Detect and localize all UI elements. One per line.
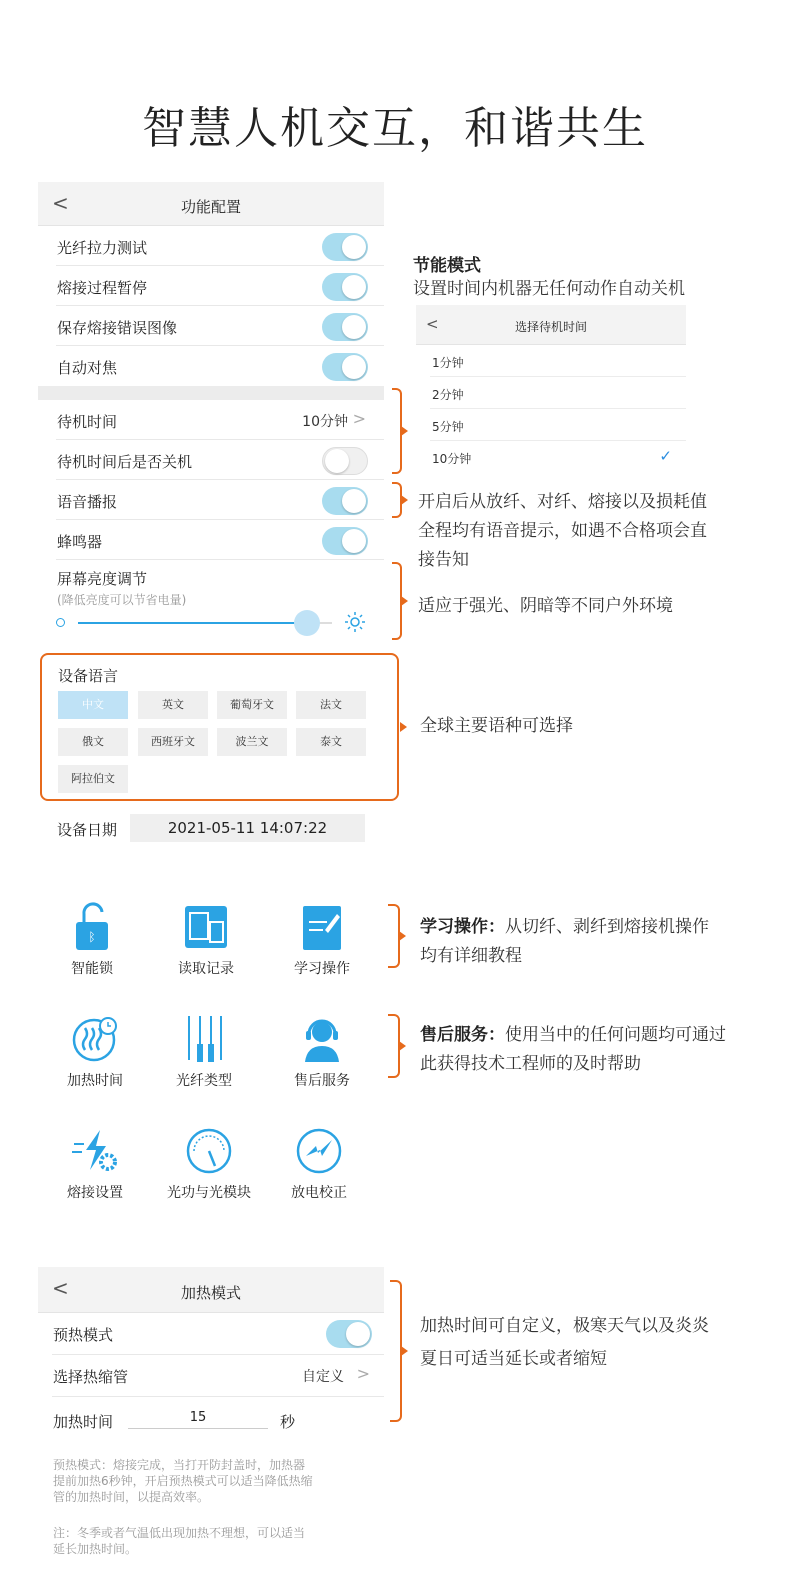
row-label: 光纤拉力测试	[57, 239, 148, 257]
tile-label: 光纤类型	[176, 1073, 232, 1089]
bracket-standby	[392, 388, 402, 474]
svg-text:ᛒ: ᛒ	[88, 930, 96, 944]
row-label: 熔接过程暂停	[57, 279, 148, 297]
language-option-french[interactable]: 法文	[296, 691, 366, 719]
smart-lock-tile[interactable]	[37, 902, 147, 978]
row-save-error-image	[56, 306, 384, 346]
row-heat-time	[52, 1397, 384, 1439]
toggle-switch[interactable]	[326, 1320, 372, 1348]
section-divider	[38, 386, 384, 400]
brightness-slider-fill	[78, 622, 307, 624]
energy-mode-description: 设置时间内机器无任何动作自动关机	[413, 279, 685, 299]
tile-label: 学习操作	[294, 961, 350, 977]
heat-time-input[interactable]: 15	[128, 1407, 268, 1429]
toggle-switch[interactable]	[322, 353, 368, 381]
tile-label: 智能锁	[71, 961, 113, 977]
heat-time-unit: 秒	[280, 1413, 296, 1431]
checkmark-icon: ✓	[659, 447, 672, 465]
language-option-arabic[interactable]: 阿拉伯文	[58, 765, 128, 793]
tile-label: 光功与光模块	[167, 1185, 251, 1201]
learn-icon	[297, 902, 347, 952]
picker-navbar	[416, 305, 686, 345]
bracket-learn	[388, 904, 400, 968]
tile-label: 售后服务	[294, 1073, 350, 1089]
bracket-service	[388, 1014, 400, 1078]
heating-navbar	[38, 1267, 384, 1313]
row-standby-time[interactable]	[56, 400, 384, 440]
annotation-learn: 学习操作：从切纤、剥纤到熔接机操作 均有详细教程	[420, 917, 709, 966]
arrow-language	[400, 722, 407, 732]
settings-panel	[38, 182, 384, 638]
brightness-slider-handle[interactable]	[294, 610, 320, 636]
annotation-heating: 加热时间可自定义，极寒天气以及炎炎 夏日可适当延长或者缩短	[420, 1316, 709, 1369]
winter-note: 注：冬季或者气温低出现加热不理想，可以适当 延长加热时间。	[53, 1526, 306, 1556]
device-language-section	[40, 653, 399, 801]
row-standby-shutdown	[56, 440, 384, 480]
standby-option[interactable]	[430, 377, 686, 409]
settings-title: 功能配置	[180, 198, 241, 216]
option-label: 1分钟	[432, 356, 464, 370]
row-fiber-tension-test	[56, 226, 384, 266]
row-label: 待机时间	[57, 413, 118, 431]
heat-time-tile[interactable]	[40, 1014, 150, 1090]
row-label: 选择热缩管	[53, 1368, 129, 1386]
bracket-voice	[392, 482, 402, 518]
records-icon	[181, 902, 231, 952]
fiber-type-icon	[179, 1014, 229, 1064]
language-option-thai[interactable]: 泰文	[296, 728, 366, 756]
back-icon[interactable]: <	[426, 315, 439, 333]
arc-calibration-tile[interactable]	[264, 1126, 374, 1202]
row-label: 屏幕亮度调节	[57, 570, 148, 588]
annotation-language: 全球主要语种可选择	[420, 716, 573, 736]
language-option-spanish[interactable]: 西班牙文	[138, 728, 208, 756]
row-brightness	[56, 560, 384, 638]
energy-mode-heading: 节能模式	[413, 256, 481, 276]
language-option-chinese[interactable]: 中文	[58, 691, 128, 719]
back-icon[interactable]: <	[52, 191, 69, 215]
row-voice-broadcast	[56, 480, 384, 520]
power-meter-tile[interactable]	[154, 1126, 264, 1202]
learn-tile[interactable]	[267, 902, 377, 978]
annotation-service: 售后服务：使用当中的任何问题均可通过 此获得技术工程师的及时帮助	[420, 1025, 726, 1074]
toggle-switch[interactable]	[322, 233, 368, 261]
row-label: 加热时间	[53, 1413, 114, 1431]
row-buzzer	[56, 520, 384, 560]
page-headline: 智慧人机交互，和谐共生	[142, 103, 648, 154]
dim-icon	[56, 618, 65, 627]
tile-label: 放电校正	[291, 1185, 347, 1201]
row-label: 自动对焦	[57, 359, 118, 377]
row-heat-shrink-tube[interactable]	[52, 1355, 384, 1397]
picker-title: 选择待机时间	[514, 320, 587, 334]
lock-icon	[70, 902, 114, 952]
standby-option[interactable]	[430, 409, 686, 441]
power-meter-icon	[184, 1126, 234, 1176]
row-label: 预热模式	[53, 1326, 114, 1344]
arc-calibration-icon	[294, 1126, 344, 1176]
tile-label: 熔接设置	[67, 1185, 123, 1201]
tile-label: 读取记录	[178, 961, 234, 977]
row-label: 保存熔接错误图像	[57, 319, 178, 337]
language-option-portuguese[interactable]: 葡萄牙文	[217, 691, 287, 719]
row-label: 蜂鸣器	[57, 533, 103, 551]
preheat-note: 预热模式：熔接完成，当打开防封盖时，加热器 提前加热6秒钟，开启预热模式可以适当降低热缩 管的加热时间，以提高效率。	[53, 1458, 313, 1504]
settings-navbar	[38, 182, 384, 226]
language-option-polish[interactable]: 波兰文	[217, 728, 287, 756]
heating-panel	[38, 1267, 384, 1439]
sun-icon	[344, 611, 366, 633]
splice-settings-tile[interactable]	[40, 1126, 150, 1202]
service-icon	[297, 1014, 347, 1064]
bracket-heating	[390, 1280, 402, 1422]
toggle-switch[interactable]	[322, 487, 368, 515]
toggle-switch[interactable]	[322, 313, 368, 341]
device-date-label: 设备日期	[57, 821, 118, 839]
row-splice-pause	[56, 266, 384, 306]
standby-option-selected[interactable]	[430, 441, 686, 473]
option-label: 10分钟	[432, 452, 472, 466]
toggle-switch[interactable]	[322, 447, 368, 475]
splice-settings-icon	[70, 1126, 120, 1176]
after-sales-tile[interactable]	[267, 1014, 377, 1090]
toggle-switch[interactable]	[322, 527, 368, 555]
annotation-brightness: 适应于强光、阴暗等不同户外环境	[418, 596, 673, 616]
heat-time-icon	[70, 1014, 120, 1064]
row-preheat-mode	[52, 1313, 384, 1355]
option-label: 2分钟	[432, 388, 464, 402]
tube-value: 自定义	[302, 1369, 344, 1385]
language-option-russian[interactable]: 俄文	[58, 728, 128, 756]
heating-title: 加热模式	[180, 1284, 241, 1302]
standby-option[interactable]	[430, 345, 686, 377]
language-option-english[interactable]: 英文	[138, 691, 208, 719]
option-label: 5分钟	[432, 420, 464, 434]
chevron-right-icon: >	[352, 409, 366, 428]
toggle-switch[interactable]	[322, 273, 368, 301]
row-label: 待机时间后是否关机	[57, 453, 193, 471]
standby-time-picker	[416, 305, 686, 473]
standby-value: 10分钟	[302, 414, 348, 430]
row-autofocus	[56, 346, 384, 386]
brightness-slider-track[interactable]	[78, 622, 332, 624]
tile-label: 加热时间	[67, 1073, 123, 1089]
device-date-field[interactable]: 2021-05-11 14:07:22	[130, 814, 365, 842]
annotation-voice: 开启后从放纤、对纤、熔接以及损耗值 全程均有语音提示，如遇不合格项会直 接告知	[418, 492, 707, 570]
chevron-right-icon: >	[356, 1364, 370, 1383]
brightness-hint: (降低亮度可以节省电量)	[57, 593, 187, 607]
row-label: 语音播报	[57, 493, 118, 511]
bracket-brightness	[392, 562, 402, 640]
language-label: 设备语言	[58, 667, 119, 685]
fiber-type-tile[interactable]	[149, 1014, 259, 1090]
read-records-tile[interactable]	[151, 902, 261, 978]
back-icon[interactable]: <	[52, 1276, 69, 1300]
